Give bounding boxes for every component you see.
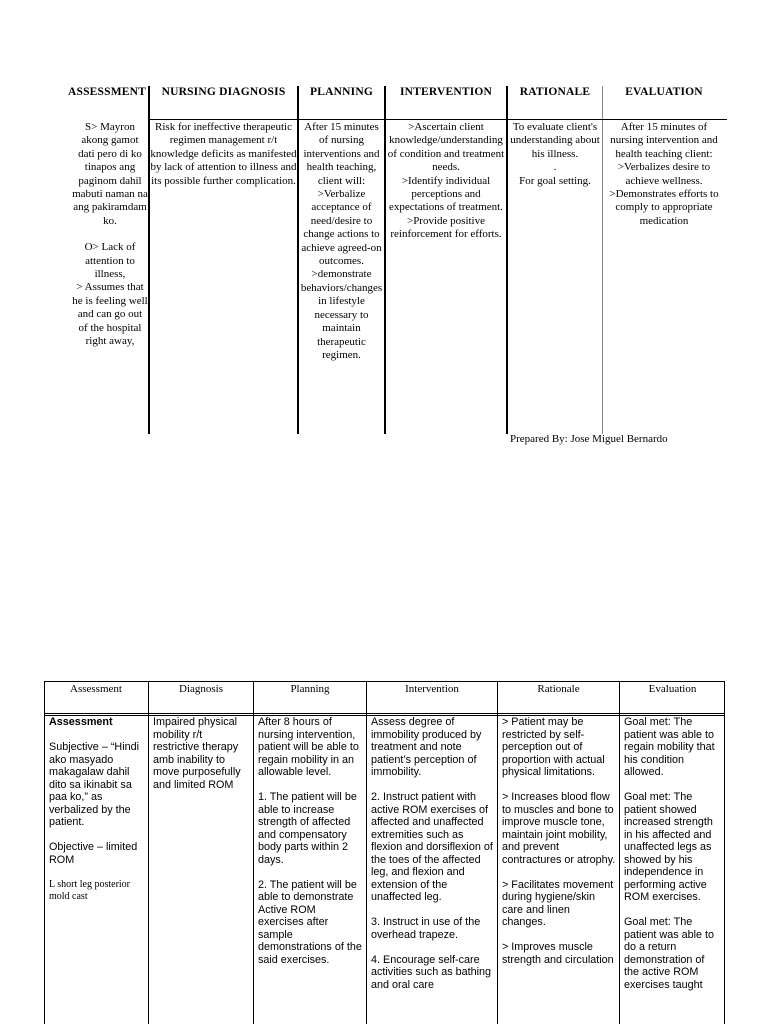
rationale-item: > Facilitates movement during hygiene/skin care and linen changes. bbox=[502, 878, 614, 928]
evaluation-item: Goal met: The patient was able to regain mobility that his condition allowed. bbox=[624, 716, 715, 778]
planning-item: >demonstrate behaviors/changes in lifestyle necessary to maintain therapeutic regimen. bbox=[300, 268, 383, 361]
header-intervention: INTERVENTION bbox=[399, 86, 493, 98]
planning-item: >Verbalize acceptance of need/desire to change actions to achieve agreed-on outcomes. bbox=[301, 188, 382, 268]
evaluation-item: >Verbalizes desire to achieve wellness. bbox=[617, 161, 711, 187]
planning-item: 2. The patient will be able to demonstrate Active ROM exercises after sample demonstrations of the said exercises. bbox=[258, 878, 362, 966]
intervention-item: >Provide positive reinforcement for efforts. bbox=[390, 214, 502, 241]
planning-intro: After 15 minutes of nursing interventions and health teaching, client will: bbox=[303, 121, 380, 187]
assessment-cell bbox=[49, 716, 145, 916]
planning-cell bbox=[258, 716, 364, 979]
evaluation-intro: After 15 minutes of nursing intervention and health teaching client: bbox=[610, 121, 718, 160]
header-assessment: ASSESSMENT bbox=[67, 86, 147, 98]
intervention-item: 4. Encourage self-care activities such as bathing and oral care bbox=[371, 953, 492, 991]
header-rationale: RATIONALE bbox=[519, 86, 591, 98]
rationale-item: > Improves muscle strength and circulation bbox=[502, 941, 614, 966]
evaluation-item: >Demonstrates efforts to comply to appropriate medication bbox=[609, 188, 719, 227]
header-intervention: Intervention bbox=[405, 683, 459, 695]
header-divider bbox=[44, 713, 725, 714]
evaluation-item: Goal met: The patient was able to do a return demonstration of the active ROM exercises taught bbox=[624, 916, 715, 991]
intervention-item: 2. Instruct patient with active ROM exercises of affected and unaffected extremities such as flexion and dorsiflexion of the toes of the affected leg, and flexion and extension of the unaffected leg. bbox=[371, 791, 493, 903]
cast-note: L short leg posterior mold cast bbox=[49, 878, 131, 902]
intervention-item: Assess degree of immobility produced by treatment and note patient’s perception of immobility. bbox=[371, 716, 482, 778]
intervention-item: >Identify individual perceptions and expectations of treatment. bbox=[389, 174, 503, 214]
header-planning: PLANNING bbox=[310, 86, 373, 98]
column-divider bbox=[366, 681, 367, 1024]
rationale-item: For goal setting. bbox=[519, 174, 591, 187]
header-assessment: Assessment bbox=[70, 683, 122, 695]
rationale-item: > Patient may be restricted by self-perception out of proportion with actual physical limitations. bbox=[502, 716, 605, 778]
evaluation-cell bbox=[604, 121, 724, 228]
rationale-cell bbox=[502, 716, 616, 979]
planning-cell bbox=[299, 121, 384, 362]
objective-data: O> Lack of attention to illness, bbox=[84, 241, 136, 281]
planning-intro: After 8 hours of nursing intervention, patient will be able to regain mobility in an allowable level. bbox=[258, 716, 359, 778]
intervention-cell bbox=[371, 716, 495, 1004]
intervention-cell bbox=[385, 121, 507, 242]
prepared-by: Prepared By: Jose Miguel Bernardo bbox=[510, 433, 668, 445]
header-diagnosis: Diagnosis bbox=[179, 683, 223, 695]
intervention-item: 3. Instruct in use of the overhead trapeze. bbox=[371, 916, 481, 941]
column-divider bbox=[619, 681, 620, 1024]
evaluation-cell bbox=[624, 716, 722, 1004]
diagnosis-cell: Risk for ineffective therapeutic regimen management r/t knowledge deficits as manifested by lack of attention to illness and its possible further complication. bbox=[150, 121, 297, 187]
rationale-cell bbox=[507, 121, 603, 188]
subjective-data: Subjective – “Hindi ako masyado makagalaw dahil dito sa ikinabit sa paa ko,” as verbalized by the patient. bbox=[49, 741, 140, 828]
header-nursing-diagnosis: NURSING DIAGNOSIS bbox=[161, 86, 286, 98]
planning-item: 1. The patient will be able to increase strength of affected and compensatory body parts within 2 days. bbox=[258, 791, 357, 866]
header-evaluation: Evaluation bbox=[648, 683, 697, 695]
header-planning: Planning bbox=[290, 683, 330, 695]
rationale-item: > Increases blood flow to muscles and bone to improve muscle tone, maintain joint mobility, and prevent contractures or atrophy. bbox=[502, 791, 616, 866]
intervention-item: >Ascertain client knowledge/understanding of condition and treatment needs. bbox=[387, 121, 505, 174]
assessment-cell bbox=[72, 121, 148, 349]
assessment-title: Assessment bbox=[49, 716, 113, 728]
column-divider bbox=[253, 681, 254, 1024]
header-rationale: Rationale bbox=[537, 683, 580, 695]
objective-data: > Assumes that he is feeling well and can go out of the hospital right away, bbox=[72, 281, 148, 348]
header-divider bbox=[148, 119, 727, 120]
care-plan-table-2 bbox=[44, 681, 725, 1024]
rationale-dot: . bbox=[553, 161, 557, 174]
diagnosis-cell: Impaired physical mobility r/t restrictive therapy amb inability to move purposefully and limited ROM bbox=[153, 716, 241, 791]
objective-data: Objective – limited ROM bbox=[49, 841, 138, 866]
evaluation-item: Goal met: The patient showed increased strength in his affected and unaffected legs as showed by his independence in performing active ROM exercises. bbox=[624, 791, 713, 903]
column-divider bbox=[497, 681, 498, 1024]
column-divider bbox=[148, 681, 149, 1024]
care-plan-table-1 bbox=[0, 0, 768, 460]
rationale-item: To evaluate client's understanding about his illness. bbox=[510, 121, 600, 160]
header-evaluation: EVALUATION bbox=[625, 86, 703, 98]
subjective-data: S> Mayron akong gamot dati pero di ko tinapos ang paginom dahil mabuti naman na ang pakiramdam ko. bbox=[72, 121, 148, 227]
